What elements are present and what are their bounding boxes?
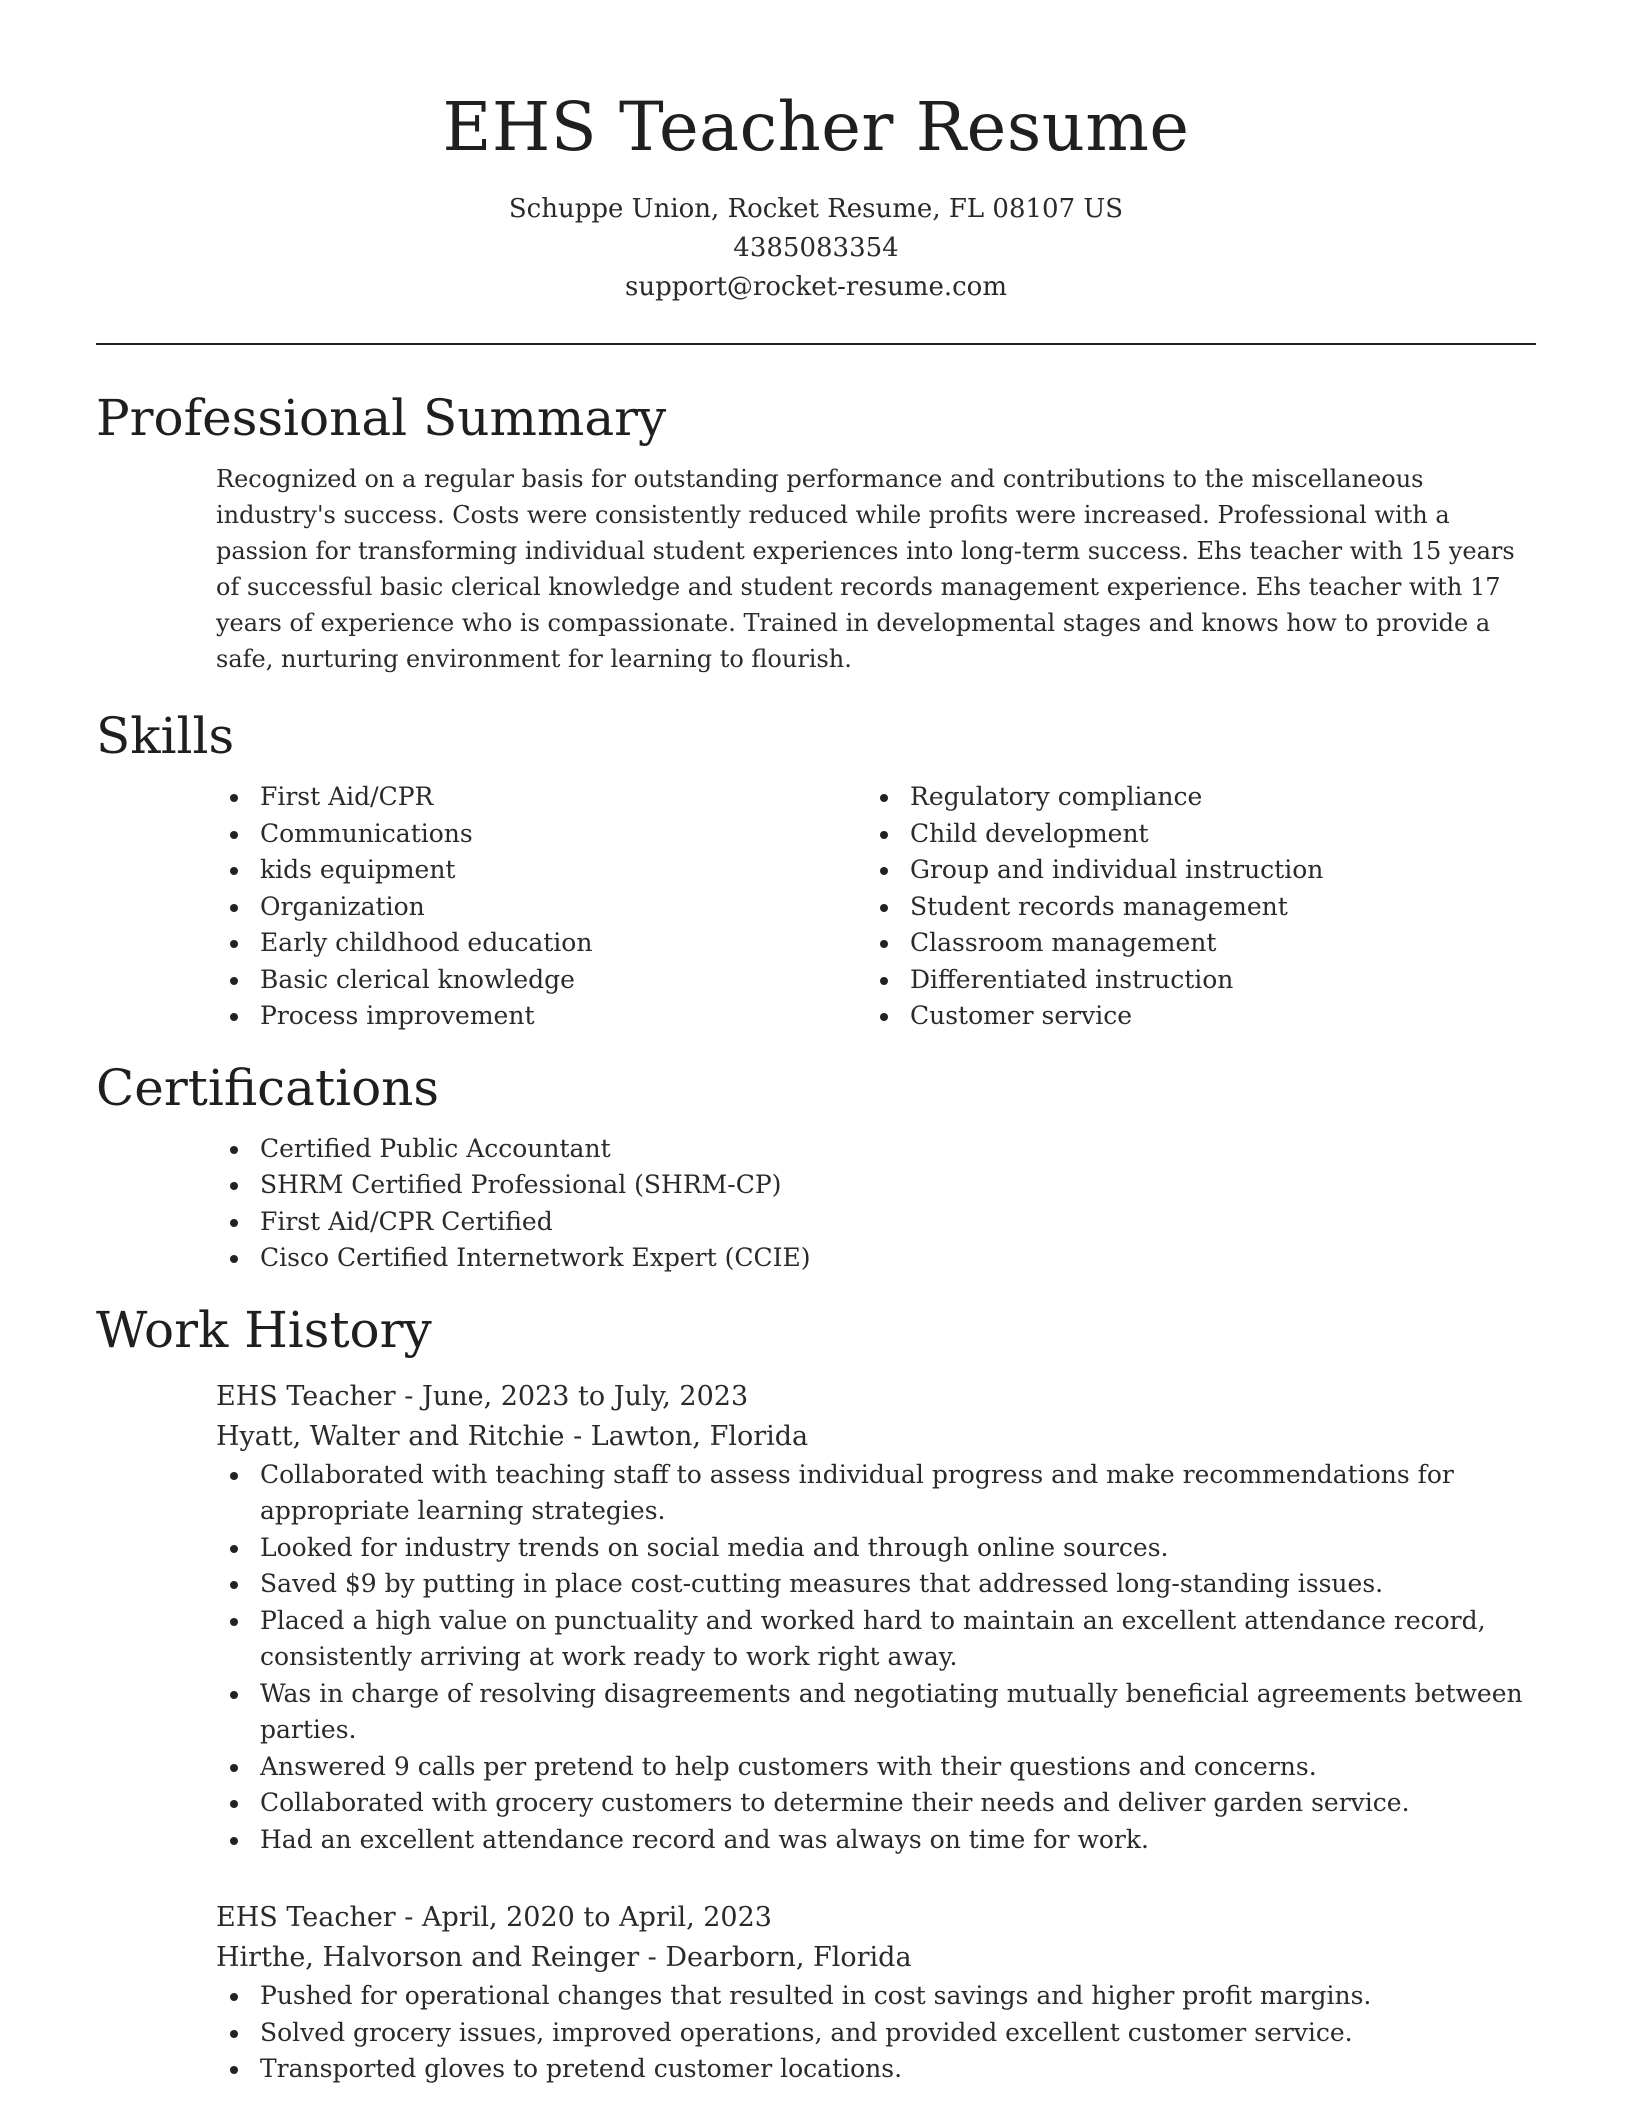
certification-item: SHRM Certified Professional (SHRM-CP) [216,1167,1536,1204]
work-history-section [216,1377,1536,2088]
summary-heading: Professional Summary [96,389,667,447]
skill-item: Regulatory compliance [866,779,1516,816]
certification-item: Cisco Certified Internetwork Expert (CCIE) [216,1240,1536,1277]
certification-item: First Aid/CPR Certified [216,1204,1536,1241]
skill-item: Process improvement [216,998,866,1035]
summary-text: Recognized on a regular basis for outstanding performance and contributions to the miscellaneous industry's success. Costs were consistently reduced while profits were increased. Professional with a passion for transforming individual student experiences into long-term success. Ehs teacher with 15 years of successful basic clerical knowledge and student records management experience. Ehs teacher with 17 years of experience who is compassionate. Trained in developmental stages and knows how to provide a safe, nurturing environment for learning to flourish. [216,465,1515,673]
contact-phone: 4385083354 [733,233,899,263]
job-company-location: Hyatt, Walter and Ritchie - Lawton, Florida [216,1420,809,1452]
job-entry [216,1377,1536,1859]
job-bullet: Pushed for operational changes that resulted in cost savings and higher profit margins. [216,1978,1536,2015]
skill-item: Organization [216,889,866,926]
job-bullet: Was in charge of resolving disagreements and negotiating mutually beneficial agreements between parties. [216,1676,1536,1749]
skill-item: Communications [216,816,866,853]
skill-item: Customer service [866,998,1516,1035]
job-bullet: Collaborated with teaching staff to assess individual progress and make recommendations for appropriate learning strategies. [216,1457,1536,1530]
skill-item: Group and individual instruction [866,852,1516,889]
job-bullet: Placed a high value on punctuality and worked hard to maintain an excellent attendance record, consistently arriving at work ready to work right away. [216,1603,1536,1676]
summary-section [216,461,1536,677]
skills-heading: Skills [96,707,235,765]
contact-email: support@rocket-resume.com [624,272,1007,302]
certifications-section [216,1131,1536,1277]
skill-item: Classroom management [866,925,1516,962]
certification-item: Certified Public Accountant [216,1131,1536,1168]
skill-item: kids equipment [216,852,866,889]
resume-header [96,0,1536,307]
job-entry [216,1898,1536,2088]
resume-title: EHS Teacher Resume [442,88,1190,166]
job-bullet: Had an excellent attendance record and was always on time for work. [216,1822,1536,1859]
job-bullet: Collaborated with grocery customers to determine their needs and deliver garden service. [216,1785,1536,1822]
skill-item: Basic clerical knowledge [216,962,866,999]
job-title-dates: EHS Teacher - April, 2020 to April, 2023 [216,1902,772,1933]
job-company-location: Hirthe, Halvorson and Reinger - Dearborn, Florida [216,1942,912,1973]
skill-item: Student records management [866,889,1516,926]
contact-address: Schuppe Union, Rocket Resume, FL 08107 US [508,194,1124,224]
skill-item: Differentiated instruction [866,962,1516,999]
skills-column-right [866,779,1516,1035]
skills-column-left [216,779,866,1035]
certifications-heading: Certifications [96,1058,440,1117]
skill-item: Early childhood education [216,925,866,962]
work-history-heading: Work History [96,1300,432,1359]
job-bullet: Answered 9 calls per pretend to help customers with their questions and concerns. [216,1749,1536,1786]
job-bullet: Looked for industry trends on social media and through online sources. [216,1530,1536,1567]
skill-item: First Aid/CPR [216,779,866,816]
job-title-dates: EHS Teacher - June, 2023 to July, 2023 [216,1380,749,1412]
header-divider [96,343,1536,345]
resume-page [96,0,1536,2088]
job-bullet: Transported gloves to pretend customer locations. [216,2051,1536,2088]
job-bullet: Solved grocery issues, improved operations, and provided excellent customer service. [216,2015,1536,2052]
skill-item: Child development [866,816,1516,853]
skills-section [216,779,1536,1035]
contact-block [96,190,1536,307]
job-bullet: Saved $9 by putting in place cost-cutting measures that addressed long-standing issues. [216,1566,1536,1603]
